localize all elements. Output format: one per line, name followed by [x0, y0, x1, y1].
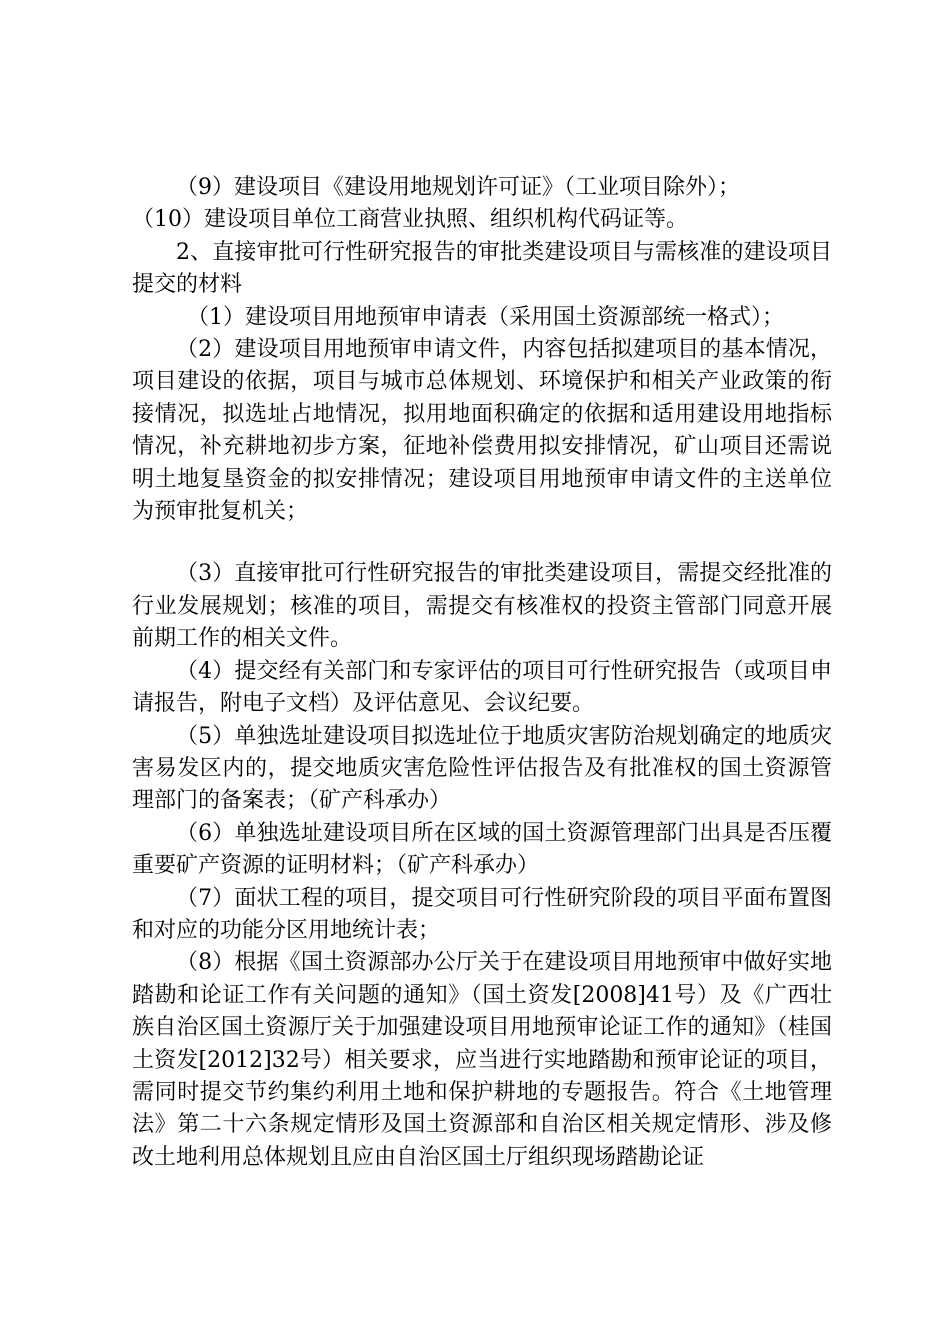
paragraph-item-1: （1）建设项目用地预审申请表（采用国土资源部统一格式）； [187, 304, 784, 330]
paragraph-item-9: （9）建设项目《建设用地规划许可证》（工业项目除外）； [176, 175, 740, 200]
paragraph-section-2-heading: 2、直接审批可行性研究报告的审批类建设项目与需核准的建设项目提交的材料 [132, 239, 832, 298]
paragraph-item-4: （4）提交经有关部门和专家评估的项目可行性研究报告（或项目申请报告，附电子文档）及评估意见、会议纪要。 [132, 658, 832, 717]
paragraph-item-6: （6）单独选址建设项目所在区域的国土资源管理部门出具是否压覆重要矿产资源的证明材料；（矿产科承办） [132, 820, 832, 879]
paragraph-spacer [132, 528, 832, 558]
paragraph-item-7: （7）面状工程的项目，提交项目可行性研究阶段的项目平面布置图和对应的功能分区用地统计表； [132, 885, 832, 943]
paragraph-item-10: （10）建设项目单位工商营业执照、组织机构代码证等。 [132, 207, 688, 233]
paragraph-item-2: （2）建设项目用地预审申请文件，内容包括拟建项目的基本情况，项目建设的依据，项目与城市总体规划、环境保护和相关产业政策的衔接情况，拟选址占地情况，拟用地面积确定的依据和适用建设用地指标情况，补充耕地初步方案，征地补偿费用拟安排情况，矿山项目还需说明土地复垦资金的拟安排情况；建设项目用地预审申请文件的主送单位为预审批复机关； [132, 337, 832, 525]
paragraph-item-8: （8）根据《国土资源部办公厅关于在建设项目用地预审中做好实地踏勘和论证工作有关问题的通知》（国土资发[2008]41号）及《广西壮族自治区国土资源厅关于加强建设项目用地预审论证工作的通知》（桂国土资发[2012]32号）相关要求，应当进行实地踏勘和预审论证的项目，需同时提交节约集约利用土地和保护耕地的专题报告。符合《土地管理法》第二十六条规定情形及国土资源部和自治区相关规定情形、涉及修改土地利用总体规划且应由自治区国土厅组织现场踏勘论证 [132, 950, 832, 1170]
paragraph-item-5: （5）单独选址建设项目拟选址位于地质灾害防治规划确定的地质灾害易发区内的，提交地质灾害危险性评估报告及有批准权的国土资源管理部门的备案表；（矿产科承办） [132, 723, 832, 814]
document-body [132, 172, 832, 1174]
paragraph-item-3: （3）直接审批可行性研究报告的审批类建设项目，需提交经批准的行业发展规划；核准的项目，需提交有核准权的投资主管部门同意开展前期工作的相关文件。 [132, 561, 832, 652]
